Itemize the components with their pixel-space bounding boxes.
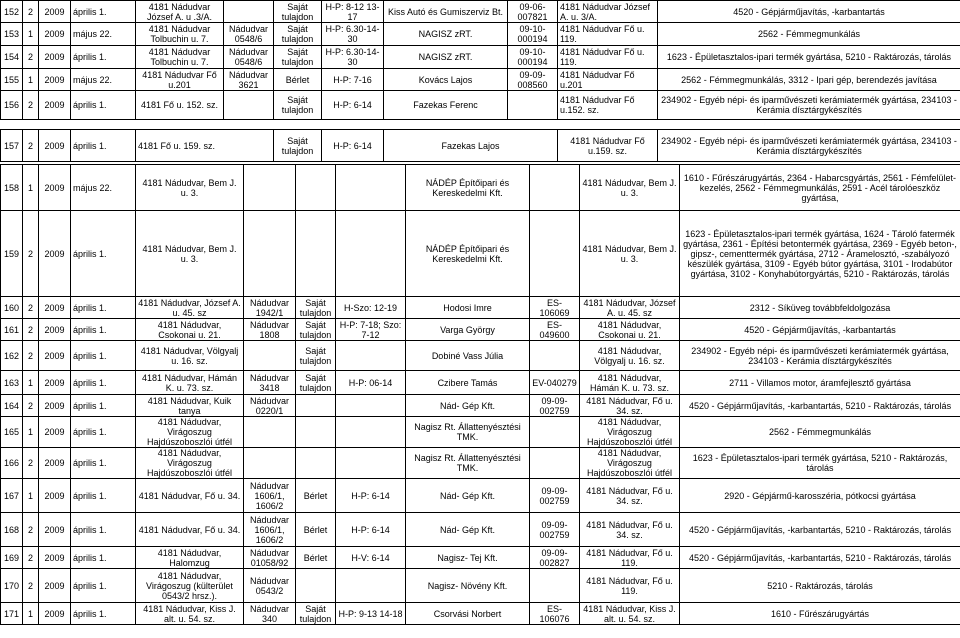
parcel-number-cell [224,1,274,23]
registration-number-cell: 09-09-008560 [508,69,558,91]
table-row [1,319,960,341]
table-row [1,417,960,448]
parcel-number-cell: Nádudvar 1942/1 [244,297,296,319]
category-cell: 2 [23,341,39,371]
site-address-cell: 4181 Nádudvar, Virágoszug (külterület 0543/2 hrsz.). [136,569,244,603]
year-cell: 2009 [39,23,71,46]
registration-number-cell [530,341,580,371]
ownership-cell: Bérlet [296,513,336,547]
ownership-cell: Saját tulajdon [274,130,322,162]
year-cell: 2009 [39,1,71,23]
registered-address-cell: 4181 Nádudvar, Bem J. u. 3. [580,165,680,211]
parcel-number-cell: Nádudvar 0548/6 [224,23,274,46]
opening-hours-cell [336,569,406,603]
registered-address-cell: 4181 Nádudvar, Völgyalj u. 16. sz. [580,341,680,371]
parcel-number-cell: Nádudvar 1606/1, 1606/2 [244,513,296,547]
opening-hours-cell: H-P: 9-13 14-18 [336,603,406,625]
operator-name-cell: Czibere Tamás [406,371,530,395]
row-number-cell: 171 [1,603,23,625]
row-number-cell: 153 [1,23,23,46]
activity-cell: 4520 - Gépjárműjavítás, -karbantartás [680,319,960,341]
activity-cell: 2562 - Fémmegmunkálás [658,23,960,46]
operator-name-cell: Fazekas Lajos [384,130,558,162]
opening-hours-cell: H-P: 6.30-14-30 [322,46,384,69]
site-address-cell: 4181 Nádudvar Tolbuchin u. 7. [136,46,224,69]
activity-cell: 234902 - Egyéb népi- és iparművészeti kerámiatermék gyártása, 234103 - Kerámia dísztárgykészítés [658,91,960,120]
table-row [1,23,960,46]
site-address-cell: 4181 Nádudvar, Bem J. u. 3. [136,211,244,297]
category-cell: 2 [23,569,39,603]
date-cell: április 1. [71,341,136,371]
date-cell: április 1. [71,417,136,448]
registered-address-cell: 4181 Nádudvar, Fő u. 34. sz. [580,395,680,417]
ownership-cell [296,417,336,448]
row-number-cell: 165 [1,417,23,448]
date-cell: április 1. [71,371,136,395]
ownership-cell [296,569,336,603]
opening-hours-cell: H-P: 6-14 [322,91,384,120]
parcel-number-cell: Nádudvar 0220/1 [244,395,296,417]
ownership-cell: Bérlet [296,479,336,513]
site-address-cell: 4181 Nádudvar, Csokonai u. 21. [136,319,244,341]
ownership-cell: Saját tulajdon [296,341,336,371]
operator-name-cell: Kiss Autó és Gumiszerviz Bt. [384,1,508,23]
category-cell: 2 [23,91,39,120]
operator-name-cell: NAGISZ zRT. [384,23,508,46]
registration-number-cell: 09-10-000194 [508,23,558,46]
registration-number-cell: ES-049600 [530,319,580,341]
opening-hours-cell [336,417,406,448]
activity-cell: 234902 - Egyéb népi- és iparművészeti kerámiatermék gyártása, 234103 - Kerámia dísztárgykészítés [658,130,960,162]
site-address-cell: 4181 Nádudvar, Bem J. u. 3. [136,165,244,211]
date-cell: április 1. [71,513,136,547]
date-cell: április 1. [71,603,136,625]
table-row [1,165,960,211]
table-row [1,69,960,91]
registration-number-cell: 09-09-002759 [530,513,580,547]
parcel-number-cell [244,341,296,371]
year-cell: 2009 [39,448,71,479]
parcel-number-cell: Nádudvar 1808 [244,319,296,341]
operator-name-cell: Nád- Gép Kft. [406,513,530,547]
year-cell: 2009 [39,371,71,395]
registration-number-cell [530,569,580,603]
activity-cell: 2562 - Fémmegmunkálás [680,417,960,448]
year-cell: 2009 [39,417,71,448]
opening-hours-cell [336,165,406,211]
activity-cell: 1610 - Fűrészárugyártás [680,603,960,625]
registration-number-cell [530,211,580,297]
registered-address-cell: 4181 Nádudvar, Csokonai u. 21. [580,319,680,341]
activity-cell: 2711 - Villamos motor, áramfejlesztő gyártása [680,371,960,395]
table-row [1,395,960,417]
operator-name-cell: Nagisz- Növény Kft. [406,569,530,603]
year-cell: 2009 [39,130,71,162]
row-number-cell: 166 [1,448,23,479]
date-cell: április 1. [71,91,136,120]
operator-name-cell: Fazekas Ferenc [384,91,508,120]
site-address-cell: 4181 Fő u. 159. sz. [136,130,274,162]
opening-hours-cell: H-P: 6-14 [336,479,406,513]
date-cell: április 1. [71,479,136,513]
category-cell: 2 [23,297,39,319]
table-row [1,130,960,162]
activity-cell: 2920 - Gépjármű-karosszéria, pótkocsi gyártása [680,479,960,513]
opening-hours-cell [336,448,406,479]
row-number-cell: 158 [1,165,23,211]
year-cell: 2009 [39,513,71,547]
activity-cell: 5210 - Raktározás, tárolás [680,569,960,603]
year-cell: 2009 [39,69,71,91]
row-number-cell: 161 [1,319,23,341]
registration-number-cell: EV-040279 [530,371,580,395]
row-number-cell: 160 [1,297,23,319]
year-cell: 2009 [39,603,71,625]
activity-cell: 1623 - Épületasztalos-ipari termék gyártása, 5210 - Raktározás, tárolás [658,46,960,69]
registered-address-cell: 4181 Nádudvar Fő u. 119. [558,46,658,69]
site-address-cell: 4181 Nádudvar József A. u .3/A. [136,1,224,23]
activity-cell: 2312 - Síküveg továbbfeldolgozása [680,297,960,319]
ownership-cell: Saját tulajdon [274,1,322,23]
parcel-number-cell: Nádudvar 0543/2 [244,569,296,603]
row-number-cell: 154 [1,46,23,69]
site-address-cell: 4181 Nádudvar Fő u.201 [136,69,224,91]
row-number-cell: 163 [1,371,23,395]
opening-hours-cell [336,395,406,417]
ownership-cell: Bérlet [274,69,322,91]
table-row [1,297,960,319]
table-row [1,569,960,603]
date-cell: április 1. [71,569,136,603]
category-cell: 1 [23,417,39,448]
site-address-cell: 4181 Nádudvar, Virágoszug Hajdúszoboszlói útfél [136,417,244,448]
site-address-cell: 4181 Nádudvar Tolbuchin u. 7. [136,23,224,46]
parcel-number-cell: Nádudvar 340 [244,603,296,625]
ownership-cell [296,165,336,211]
ownership-cell: Saját tulajdon [296,371,336,395]
category-cell: 1 [23,479,39,513]
ownership-cell: Saját tulajdon [274,46,322,69]
registered-address-cell: 4181 Nádudvar, József A. u. 45. sz [580,297,680,319]
site-address-cell: 4181 Nádudvar, Kuik tanya [136,395,244,417]
ownership-cell: Bérlet [296,547,336,569]
registered-address-cell: 4181 Nádudvar, Virágoszug Hajdúszoboszlói útfél [580,417,680,448]
row-number-cell: 162 [1,341,23,371]
category-cell: 2 [23,395,39,417]
opening-hours-cell [336,341,406,371]
registered-address-cell: 4181 Nádudvar, Fő u. 119. [580,569,680,603]
registered-address-cell: 4181 Nádudvar Fő u. 119. [558,23,658,46]
activity-cell: 4520 - Gépjárműjavítás, -karbantartás, 5210 - Raktározás, tárolás [680,395,960,417]
table-row [1,547,960,569]
year-cell: 2009 [39,46,71,69]
year-cell: 2009 [39,165,71,211]
opening-hours-cell: H-P: 06-14 [336,371,406,395]
activity-cell: 4520 - Gépjárműjavítás, -karbantartás, 5210 - Raktározás, tárolás [680,547,960,569]
category-cell: 2 [23,1,39,23]
parcel-number-cell [244,165,296,211]
registered-address-cell: 4181 Nádudvar, Fő u. 119. [580,547,680,569]
opening-hours-cell: H-P: 7-18; Szo: 7-12 [336,319,406,341]
site-address-cell: 4181 Nádudvar, Fő u. 34. [136,513,244,547]
operator-name-cell: NAGISZ zRT. [384,46,508,69]
registration-number-cell: ES-106069 [530,297,580,319]
registration-number-cell: 09-09-002759 [530,395,580,417]
parcel-number-cell [244,211,296,297]
table-row [1,91,960,120]
activity-cell: 4520 - Gépjárműjavítás, -karbantartás [658,1,960,23]
date-cell: április 1. [71,130,136,162]
date-cell: április 1. [71,448,136,479]
date-cell: április 1. [71,547,136,569]
row-number-cell: 159 [1,211,23,297]
parcel-number-cell [244,448,296,479]
ownership-cell: Saját tulajdon [296,603,336,625]
table-row [1,448,960,479]
table-row [1,603,960,625]
registered-address-cell: 4181 Nádudvar, Fő u. 34. sz. [580,513,680,547]
category-cell: 1 [23,23,39,46]
year-cell: 2009 [39,569,71,603]
parcel-number-cell: Nádudvar 1606/1, 1606/2 [244,479,296,513]
table-row [1,341,960,371]
category-cell: 1 [23,69,39,91]
parcel-number-cell: Nádudvar 0548/6 [224,46,274,69]
operator-name-cell: Nagisz- Tej Kft. [406,547,530,569]
register-table-bottom [0,164,960,625]
site-address-cell: 4181 Nádudvar, Virágoszug Hajdúszoboszlói útfél [136,448,244,479]
operator-name-cell: Csorvási Norbert [406,603,530,625]
row-number-cell: 155 [1,69,23,91]
operator-name-cell: Nád- Gép Kft. [406,395,530,417]
year-cell: 2009 [39,211,71,297]
operator-name-cell: Kovács Lajos [384,69,508,91]
register-table-mid [0,129,960,162]
activity-cell: 1623 - Épületasztalos-ipari termék gyártása, 5210 - Raktározás, tárolás [680,448,960,479]
activity-cell: 234902 - Egyéb népi- és iparművészeti kerámiatermék gyártása, 234103 - Kerámia dísztárgykészítés [680,341,960,371]
ownership-cell: Saját tulajdon [296,319,336,341]
category-cell: 2 [23,211,39,297]
site-address-cell: 4181 Nádudvar, József A. u. 45. sz [136,297,244,319]
year-cell: 2009 [39,341,71,371]
operator-name-cell: Hodosi Imre [406,297,530,319]
date-cell: április 1. [71,297,136,319]
row-number-cell: 169 [1,547,23,569]
ownership-cell: Saját tulajdon [274,91,322,120]
registration-number-cell [530,448,580,479]
parcel-number-cell: Nádudvar 3418 [244,371,296,395]
registration-number-cell [530,417,580,448]
registered-address-cell: 4181 Nádudvar, Hámán K. u. 73. sz. [580,371,680,395]
row-number-cell: 157 [1,130,23,162]
table-row [1,513,960,547]
registered-address-cell: 4181 Nádudvar, Bem J. u. 3. [580,211,680,297]
site-address-cell: 4181 Nádudvar, Völgyalj u. 16. sz. [136,341,244,371]
site-address-cell: 4181 Fő u. 152. sz. [136,91,224,120]
year-cell: 2009 [39,547,71,569]
site-address-cell: 4181 Nádudvar, Hámán K. u. 73. sz. [136,371,244,395]
registration-number-cell: 09-10-000194 [508,46,558,69]
opening-hours-cell: H-V: 6-14 [336,547,406,569]
registered-address-cell: 4181 Nádudvar, Fő u. 34. sz. [580,479,680,513]
table-row [1,371,960,395]
opening-hours-cell: H-P: 8-12 13-17 [322,1,384,23]
activity-cell: 1623 - Épületasztalos-ipari termék gyártása, 1624 - Tároló fatermék gyártása, 2361 - Építési betontermék gyártása, 2369 - Egyéb beton-, gipsz-, cementtermék gyártása, 2712 - Áramelosztó, -szabályozó készülék gyártása, 3109 - Egyéb bútor gyártása, 3101 - Irodabútor gyártása, 3102 - Konyhabútorgyártás, 5210 - Raktározás, tárolás [680,211,960,297]
date-cell: április 1. [71,1,136,23]
ownership-cell [296,211,336,297]
category-cell: 2 [23,513,39,547]
registered-address-cell: 4181 Nádudvar Fő u.159. sz. [558,130,658,162]
row-number-cell: 164 [1,395,23,417]
opening-hours-cell [336,211,406,297]
row-number-cell: 170 [1,569,23,603]
year-cell: 2009 [39,319,71,341]
date-cell: május 22. [71,69,136,91]
parcel-number-cell [224,91,274,120]
registered-address-cell: 4181 Nádudvar, Kiss J. alt. u. 54. sz. [580,603,680,625]
activity-cell: 1610 - Fűrészárugyártás, 2364 - Habarcsgyártás, 2561 - Fémfelület-kezelés, 2562 - Fémmegmunkálás, 2591 - Acél tárolóeszköz gyártása, [680,165,960,211]
table-row [1,479,960,513]
operator-name-cell: Nagisz Rt. Állattenyésztési TMK. [406,417,530,448]
date-cell: április 1. [71,319,136,341]
category-cell: 2 [23,130,39,162]
year-cell: 2009 [39,479,71,513]
table-row [1,1,960,23]
date-cell: április 1. [71,395,136,417]
register-table-top [0,0,960,120]
site-address-cell: 4181 Nádudvar, Kiss J. alt. u. 54. sz. [136,603,244,625]
activity-cell: 4520 - Gépjárműjavítás, -karbantartás, 5210 - Raktározás, tárolás [680,513,960,547]
registration-number-cell: 09-09-002827 [530,547,580,569]
year-cell: 2009 [39,91,71,120]
row-number-cell: 167 [1,479,23,513]
registration-number-cell [508,91,558,120]
table-row [1,46,960,69]
category-cell: 2 [23,448,39,479]
category-cell: 1 [23,603,39,625]
registered-address-cell: 4181 Nádudvar József A. u. 3/A. [558,1,658,23]
opening-hours-cell: H-P: 6-14 [336,513,406,547]
operator-name-cell: Nagisz Rt. Állattenyésztési TMK. [406,448,530,479]
registered-address-cell: 4181 Nádudvar Fő u.152. sz. [558,91,658,120]
registration-number-cell: ES-106076 [530,603,580,625]
category-cell: 1 [23,371,39,395]
operator-name-cell: Dobiné Vass Júlia [406,341,530,371]
operator-name-cell: NÁDÉP Építőipari és Kereskedelmi Kft. [406,211,530,297]
date-cell: május 22. [71,165,136,211]
opening-hours-cell: H-Szo: 12-19 [336,297,406,319]
ownership-cell: Saját tulajdon [274,23,322,46]
ownership-cell [296,448,336,479]
activity-cell: 2562 - Fémmegmunkálás, 3312 - Ipari gép, berendezés javítása [658,69,960,91]
registered-address-cell: 4181 Nádudvar, Virágoszug Hajdúszoboszlói útfél [580,448,680,479]
site-address-cell: 4181 Nádudvar, Halomzug [136,547,244,569]
registration-number-cell: 09-09-002759 [530,479,580,513]
site-address-cell: 4181 Nádudvar, Fő u. 34. [136,479,244,513]
date-cell: április 1. [71,211,136,297]
category-cell: 2 [23,547,39,569]
opening-hours-cell: H-P: 7-16 [322,69,384,91]
category-cell: 1 [23,165,39,211]
row-number-cell: 156 [1,91,23,120]
registration-number-cell [530,165,580,211]
category-cell: 2 [23,46,39,69]
category-cell: 2 [23,319,39,341]
operator-name-cell: Varga György [406,319,530,341]
registered-address-cell: 4181 Nádudvar Fő u.201 [558,69,658,91]
year-cell: 2009 [39,297,71,319]
table-row [1,211,960,297]
operator-name-cell: Nád- Gép Kft. [406,479,530,513]
opening-hours-cell: H-P: 6-14 [322,130,384,162]
operator-name-cell: NÁDÉP Építőipari és Kereskedelmi Kft. [406,165,530,211]
ownership-cell [296,395,336,417]
parcel-number-cell [244,417,296,448]
row-number-cell: 168 [1,513,23,547]
row-number-cell: 152 [1,1,23,23]
date-cell: április 1. [71,46,136,69]
ownership-cell: Saját tulajdon [296,297,336,319]
year-cell: 2009 [39,395,71,417]
parcel-number-cell: Nádudvar 3621 [224,69,274,91]
parcel-number-cell: Nádudvar 01058/92 [244,547,296,569]
date-cell: május 22. [71,23,136,46]
registration-number-cell: 09-06-007821 [508,1,558,23]
opening-hours-cell: H-P: 6.30-14-30 [322,23,384,46]
